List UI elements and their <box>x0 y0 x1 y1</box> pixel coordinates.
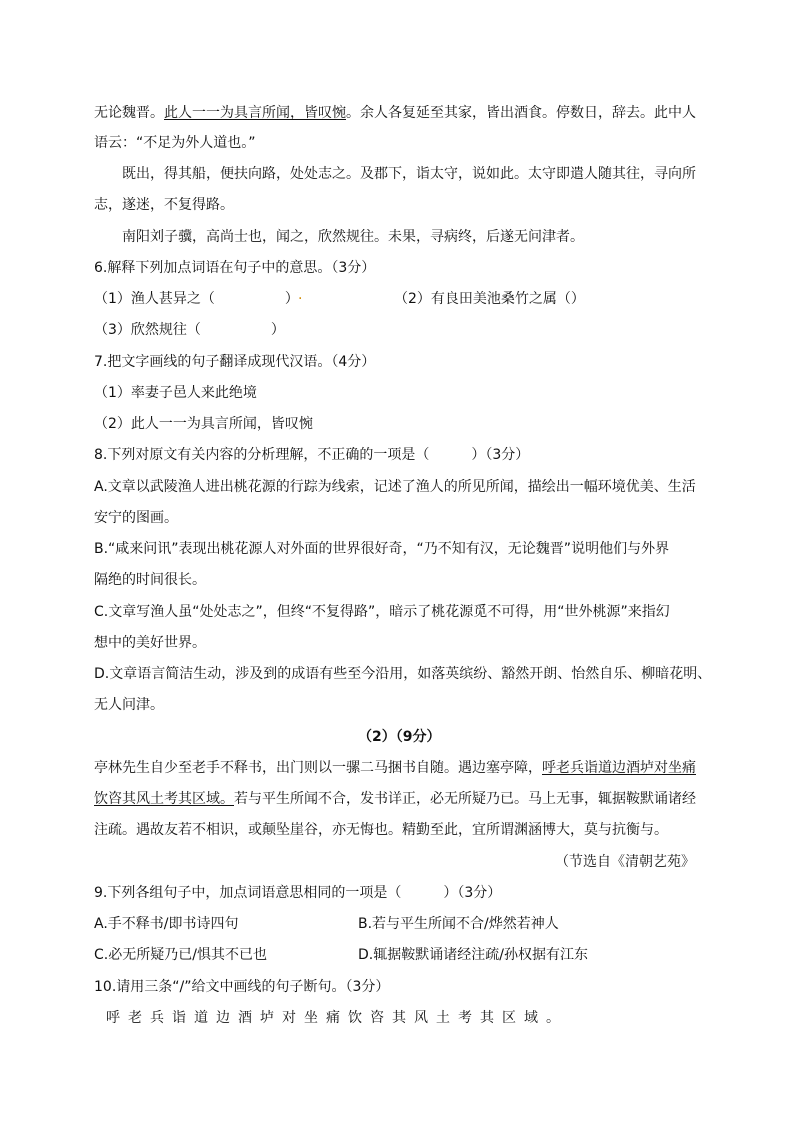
q9-option-d: D.辄据鞍默诵诸经注疏/孙权据有江东 <box>358 947 588 963</box>
q6-item2: （2）有良田美池桑竹之属（） <box>394 291 585 307</box>
q9-option-b: B.若与平生所闻不合/烨然若神人 <box>358 916 559 932</box>
q8-option-b-cont: 隔绝的时间很长。 <box>94 572 206 588</box>
q9-stem: 9.下列各组句子中，加点词语意思相同的一项是（ ）（3分） <box>94 885 502 901</box>
passage2-line1 <box>94 758 696 778</box>
q8-option-d: D.文章语言简洁生动，涉及到的成语有些至今沿用，如落英缤纷、豁然开朗、怡然自乐、柳暗花明、 <box>94 666 712 682</box>
q6-stem: 6.解释下列加点词语在句子中的意思。（3分） <box>94 260 376 276</box>
passage1-line5: 南阳刘子骥，高尚士也，闻之，欣然规往。未果，寻病终，后遂无问津者。 <box>122 229 584 245</box>
underlined-sentence: 此人一一为具言所闻，皆叹惋 <box>164 105 346 121</box>
q8-option-a: A.文章以武陵渔人进出桃花源的行踪为线索，记述了渔人的所见所闻，描绘出一幅环境优美、生活 <box>94 479 696 495</box>
q10-sentence: 呼老兵诣道边酒垆对坐痛饮咨其风土考其区域。 <box>106 1010 568 1026</box>
passage1-line4: 志，遂迷，不复得路。 <box>94 197 234 213</box>
q6-item1: （1）渔人甚异之（ ） <box>94 291 299 307</box>
q9-option-a: A.手不释书/即书诗四句 <box>94 916 239 932</box>
passage1-line3: 既出，得其船，便扶向路，处处志之。及郡下，诣太守，说如此。太守即遣人随其往，寻向所 <box>122 166 696 182</box>
passage1-line1 <box>94 103 696 123</box>
q8-stem: 8.下列对原文有关内容的分析理解，不正确的一项是（ ）（3分） <box>94 447 530 463</box>
passage2-line2 <box>94 789 696 809</box>
section-title: （2）（9分） <box>358 729 441 745</box>
underlined-sentence: 呼老兵诣道边酒垆对坐痛 <box>542 760 696 776</box>
passage1-line2: 语云：“不足为外人道也。” <box>94 135 256 151</box>
underlined-sentence: 饮咨其风土考其区域。 <box>94 791 234 807</box>
q7-stem: 7.把文字画线的句子翻译成现代汉语。（4分） <box>94 354 376 370</box>
passage1-text: 。余人各复延至其家，皆出酒食。停数日，辞去。此中人 <box>346 105 696 121</box>
passage2-text: 若与平生所闻不合，发书详正，必无所疑乃已。马上无事，辄据鞍默诵诸经 <box>234 791 696 807</box>
source-note: （节选自《清朝艺苑》 <box>555 854 695 870</box>
q10-stem: 10.请用三条“/”给文中画线的句子断句。（3分） <box>94 979 390 995</box>
q7-item1: （1）率妻子邑人来此绝境 <box>94 385 257 401</box>
q7-item2: （2）此人一一为具言所闻，皆叹惋 <box>94 416 313 432</box>
q8-option-b: B.“咸来问讯”表现出桃花源人对外面的世界很好奇，“乃不知有汉，无论魏晋”说明他们与外界 <box>94 541 670 557</box>
q6-mark: . <box>298 287 303 303</box>
q8-option-c: C.文章写渔人虽“处处志之”，但终“不复得路”，暗示了桃花源觅不可得，用“世外桃源”来指幻 <box>94 604 670 620</box>
q8-option-d-cont: 无人问津。 <box>94 697 164 713</box>
passage1-text: 无论魏晋。 <box>94 105 164 121</box>
q6-item3: （3）欣然规往（ ） <box>94 322 285 338</box>
q8-option-a-cont: 安宁的图画。 <box>94 510 178 526</box>
q9-option-c: C.必无所疑乃已/惧其不已也 <box>94 947 267 963</box>
passage2-line3: 注疏。遇故友若不相识，或颠坠崖谷，亦无悔也。精勤至此，宜所谓渊涵博大，莫与抗衡与。 <box>94 822 668 838</box>
q8-option-c-cont: 想中的美好世界。 <box>94 635 206 651</box>
passage2-text: 亭林先生自少至老手不释书，出门则以一骡二马捆书自随。遇边塞亭障， <box>94 760 542 776</box>
